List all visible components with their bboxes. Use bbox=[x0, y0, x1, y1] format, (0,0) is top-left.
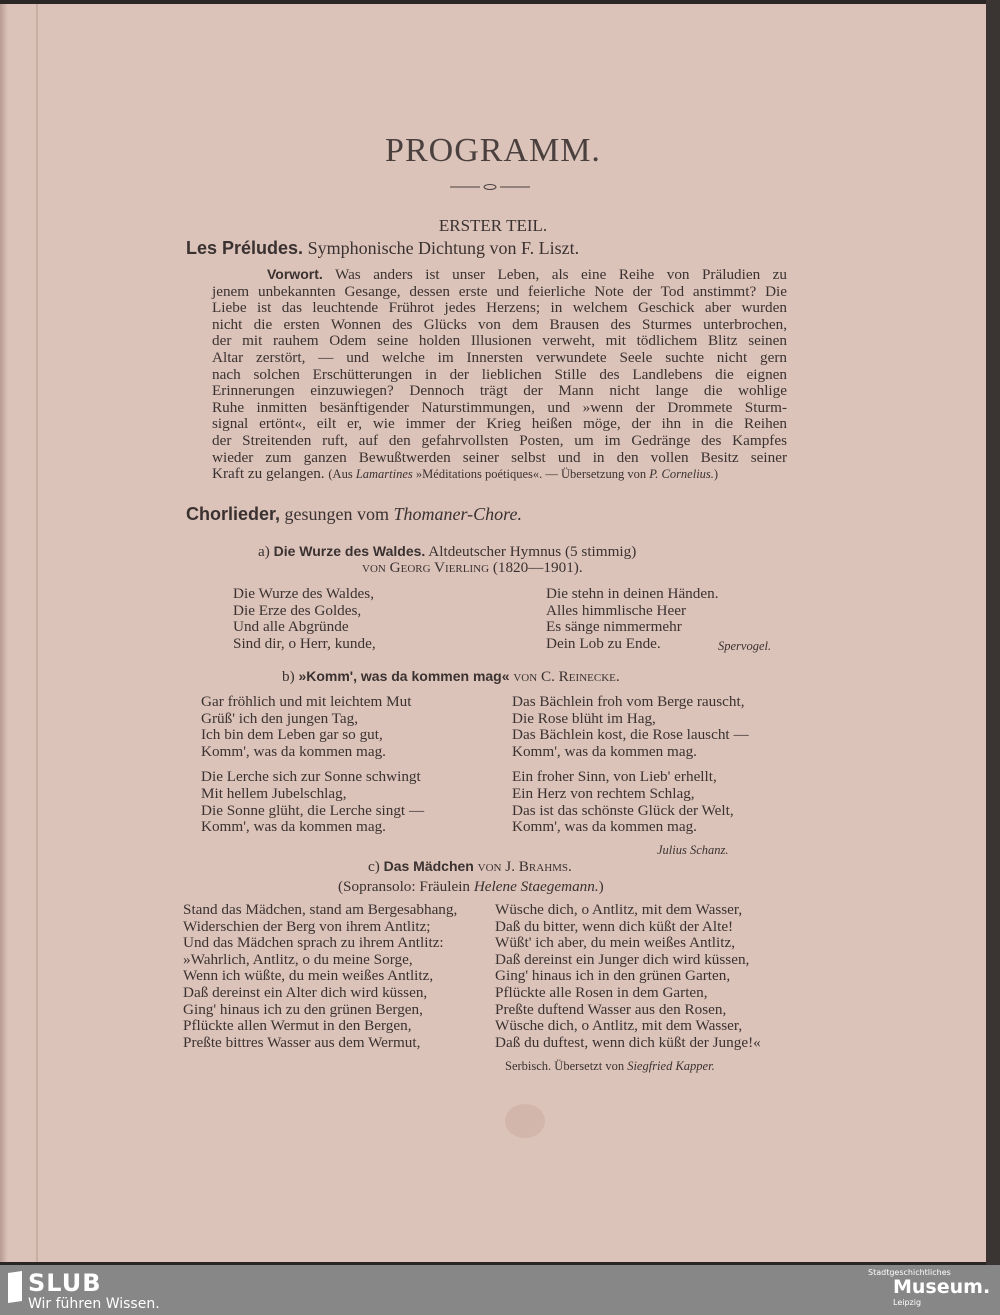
preludes-heading bbox=[186, 240, 579, 257]
part-heading: ERSTER TEIL. bbox=[438, 216, 548, 235]
chorlieder-heading: Chorlieder, gesungen vom Thomaner-Chore. bbox=[186, 504, 522, 524]
song-c-solo: (Sopransolo: Fräulein Helene Staegemann.) bbox=[338, 878, 604, 895]
preface-line: Erinnerungen einzuwiegen? Dennoch trägt der Mann nicht lange die wohlige bbox=[212, 382, 787, 400]
song-a-heading: a) Die Wurze des Waldes. Altdeutscher Hymnus (5 stimmig) bbox=[258, 543, 637, 560]
scan-edge bbox=[986, 0, 1000, 1265]
song-a-composer: von Georg Vierling (1820—1901). bbox=[362, 559, 583, 576]
song-c-heading: c) Das Mädchen von J. Brahms. bbox=[368, 858, 572, 875]
song-b-poet: Julius Schanz. bbox=[657, 843, 729, 857]
preludes-subtitle: Symphonische Dichtung von F. Liszt. bbox=[307, 238, 580, 258]
slub-slogan: Wir führen Wissen. bbox=[28, 1296, 160, 1312]
song-a-poet: Spervogel. bbox=[718, 639, 772, 653]
song-c-credit: Serbisch. Übersetzt von Siegfried Kapper. bbox=[505, 1059, 715, 1073]
choir-name: Thomaner-Chore. bbox=[393, 504, 522, 524]
song-b-right-stanzas: Das Bächlein froh vom Berge rauscht, Die Rose blüht im Hag, Das Bächlein kost, die Rose lauscht — Komm', was da kommen mag. Ein froher Sinn, von Lieb' erhellt, Ein Herz von rechtem Schlag, Das ist das schönste Glück der Welt, Komm', was da kommen mag. bbox=[512, 693, 749, 836]
preface-line: Liebe ist das leuchtende Frührot jedes Herzens; in welchem Geschick aber wurden bbox=[212, 299, 787, 317]
page-title: PROGRAMM. bbox=[385, 132, 601, 169]
museum-name: Museum. bbox=[893, 1276, 991, 1298]
museum-top: Stadtgeschichtliches bbox=[868, 1268, 951, 1277]
song-a-right-stanza: Die stehn in deinen Händen. Alles himmlische Heer Es sänge nimmermehr Dein Lob zu Ende. bbox=[546, 585, 719, 652]
slub-logo: SLUB bbox=[28, 1269, 102, 1297]
preface-last-line: Kraft zu gelangen. (Aus Lamartines »Méditations poétiques«. — Übersetzung von P. Cornelius.) bbox=[212, 465, 719, 483]
preface-line: jenem unbekannten Gesange, dessen erste und feierliche Note der Tod anstimmt? Die bbox=[212, 282, 787, 300]
song-b-left-stanzas: Gar fröhlich und mit leichtem Mut Grüß' ich den jungen Tag, Ich bin dem Leben gar so gut, Komm', was da kommen mag. Die Lerche sich zur Sonne schwingt Mit hellem Jubelschlag, Die Sonne glüht, die Lerche singt — Komm', was da kommen mag. bbox=[201, 693, 425, 836]
preface-line: nicht die ersten Wonnen des Glücks von dem Brausen des Sturmes unterbrochen, bbox=[212, 315, 787, 333]
preludes-name: Les Préludes. bbox=[186, 238, 304, 258]
song-c-right-stanza: Wüsche dich, o Antlitz, mit dem Wasser, Daß du bitter, wenn dich küßt der Alte! Wüßt' ich aber, du mein weißes Antlitz, Daß dereinst ein Junger dich wird küssen, Ging' hinaus ich in den grünen Garten, Pflückte alle Rosen in dem Garten, Preßte duftend Wasser aus den Rosen, Wüsche dich, o Antlitz, mit dem Wasser, Daß du duftest, wenn dich küßt der Junge!« bbox=[495, 901, 761, 1051]
museum-city: Leipzig bbox=[893, 1298, 922, 1307]
library-stamp-emboss bbox=[505, 1104, 545, 1138]
preface bbox=[212, 266, 787, 483]
footer-bar bbox=[0, 1265, 1000, 1315]
preface-line: der Streitenden ruft, auf den gefahrvollsten Posten, um im Gedränge des Kampfes bbox=[212, 431, 787, 449]
preface-line: signal ertönt«, eilt er, wie immer der Krieg heißen möge, der ihn in die Reihen bbox=[212, 415, 787, 433]
preface-line: Was anders ist unser Leben, als eine Reihe von Präludien zu bbox=[334, 266, 787, 283]
song-c-left-stanza: Stand das Mädchen, stand am Bergesabhang, Widerschien der Berg von ihrem Antlitz; Und das Mädchen sprach zu ihrem Antlitz: »Wahrlich, Antlitz, o du meine Sorge, Wenn ich wüßte, du mein weißes Antlitz, Daß dereinst ein Alter dich wird küssen, Ging' hinaus ich zu den grünen Bergen, Pflückte allen Wermut in den Bergen, Preßte bittres Wasser aus dem Wermut, bbox=[183, 901, 458, 1051]
song-a-left-stanza: Die Wurze des Waldes, Die Erze des Goldes, Und alle Abgründe Sind dir, o Herr, kunde, bbox=[233, 585, 376, 652]
page-fold bbox=[36, 4, 38, 1262]
preface-line: nach solchen Erschütterungen in der lieblichen Stille des Landlebens die eignen bbox=[212, 365, 787, 383]
document-page bbox=[0, 4, 986, 1262]
chorlieder-name: Chorlieder, bbox=[186, 504, 281, 524]
slub-logo-icon bbox=[8, 1271, 22, 1303]
ornament-divider bbox=[450, 184, 530, 190]
preface-line: wieder zum ganzen Bewußtwerden seiner selbst und in den vollen Besitz seiner bbox=[212, 448, 787, 466]
page-edge bbox=[0, 4, 8, 1262]
preface-line: Altar zerstört, — und welche im Innersten verwundete Seele suchte nicht gern bbox=[212, 348, 787, 366]
preface-label: Vorwort. bbox=[267, 266, 323, 282]
preface-line: Ruhe inmitten besänftigender Naturstimmungen, und »wenn der Drommete Sturm- bbox=[212, 398, 787, 416]
song-b-heading: b) »Komm', was da kommen mag« von C. Reinecke. bbox=[282, 668, 620, 685]
preface-line: der mit rauhem Odem seine holden Illusionen verweht, mit tödlichem Blitz seinen bbox=[212, 332, 787, 350]
